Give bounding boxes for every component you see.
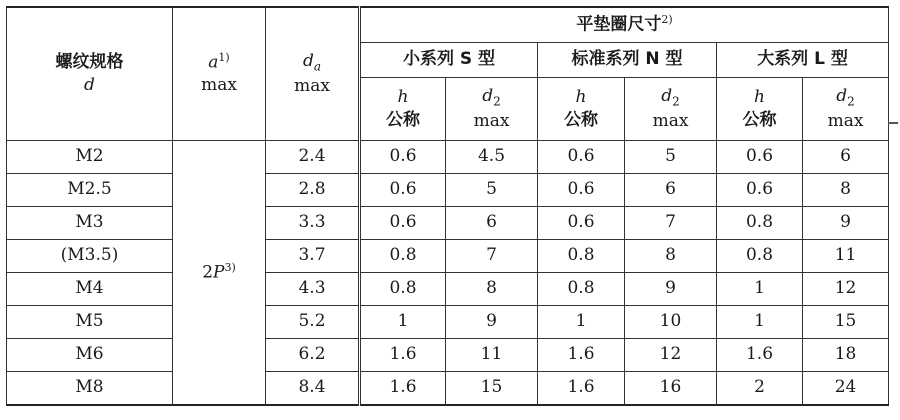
cell-l-h: 1 — [717, 306, 803, 339]
cell-n-h: 0.8 — [538, 240, 625, 273]
d2-max-label: max — [473, 110, 510, 131]
da-sub: a — [313, 59, 322, 74]
cell-da: 2.8 — [266, 174, 360, 207]
cell-da: 3.3 — [266, 207, 360, 240]
series-large-label: 大系列 L 型 — [757, 49, 848, 70]
a-p: P — [213, 262, 225, 283]
header-a — [173, 7, 266, 141]
da-max-label: max — [294, 75, 330, 96]
cell-n-d2: 16 — [625, 372, 717, 406]
thread-spec-label: 螺纹规格 — [55, 51, 124, 72]
cell-n-h: 1.6 — [538, 339, 625, 372]
cell-s-d2: 4.5 — [446, 141, 538, 174]
a-label: a — [208, 52, 219, 73]
d2-label: d — [661, 85, 673, 106]
cell-n-h: 1 — [538, 306, 625, 339]
da-label: d — [302, 50, 314, 71]
cell-da: 8.4 — [266, 372, 360, 406]
cell-l-h: 0.6 — [717, 174, 803, 207]
cell-s-h: 0.8 — [360, 240, 446, 273]
cell-s-d2: 7 — [446, 240, 538, 273]
series-small-label: 小系列 S 型 — [402, 49, 496, 70]
cell-thread-d: (M3.5) — [7, 240, 173, 273]
cell-n-h: 0.6 — [538, 141, 625, 174]
cell-n-d2: 10 — [625, 306, 717, 339]
table-row — [7, 372, 889, 406]
cell-s-h: 1 — [360, 306, 446, 339]
a-value-note: 3) — [224, 260, 236, 274]
header-washer-size — [360, 7, 889, 43]
cell-da: 4.3 — [266, 273, 360, 306]
h-sub-label: 公称 — [386, 109, 420, 130]
cell-s-d2: 8 — [446, 273, 538, 306]
header-h-normal — [538, 78, 625, 141]
a-note: 1) — [218, 51, 230, 65]
a-coef: 2 — [202, 262, 214, 283]
cell-l-d2: 24 — [803, 372, 889, 406]
header-series-small — [360, 43, 538, 78]
header-thread-spec — [7, 7, 173, 141]
table-row — [7, 273, 889, 306]
cell-l-d2: 15 — [803, 306, 889, 339]
h-label: h — [575, 86, 587, 107]
header-da — [266, 7, 360, 141]
cell-s-h: 1.6 — [360, 339, 446, 372]
washer-title: 平垫圈尺寸 — [576, 15, 662, 36]
table-row — [7, 306, 889, 339]
cell-da: 2.4 — [266, 141, 360, 174]
header-d2-small — [446, 78, 538, 141]
d2-max-label: max — [827, 110, 864, 131]
cell-l-h: 2 — [717, 372, 803, 406]
cell-thread-d: M2.5 — [7, 174, 173, 207]
table-row — [7, 141, 889, 174]
cell-thread-d: M6 — [7, 339, 173, 372]
cell-n-h: 0.6 — [538, 207, 625, 240]
cell-thread-d: M3 — [7, 207, 173, 240]
d2-sub: 2 — [672, 94, 680, 109]
cell-l-h: 0.8 — [717, 207, 803, 240]
cell-s-h: 0.8 — [360, 273, 446, 306]
cell-a-value — [173, 141, 266, 406]
table-row — [7, 207, 889, 240]
cell-n-d2: 5 — [625, 141, 717, 174]
cell-n-d2: 12 — [625, 339, 717, 372]
header-h-small — [360, 78, 446, 141]
h-label: h — [397, 86, 409, 107]
d2-label: d — [836, 85, 848, 106]
cell-thread-d: M5 — [7, 306, 173, 339]
cell-s-d2: 11 — [446, 339, 538, 372]
header-h-large — [717, 78, 803, 141]
cell-n-h: 0.6 — [538, 174, 625, 207]
cell-l-d2: 18 — [803, 339, 889, 372]
header-series-large — [717, 43, 889, 78]
table-row — [7, 339, 889, 372]
h-sub-label: 公称 — [564, 109, 598, 130]
cell-n-h: 0.8 — [538, 273, 625, 306]
d2-sub: 2 — [493, 94, 501, 109]
cell-l-d2: 8 — [803, 174, 889, 207]
series-normal-label: 标准系列 N 型 — [571, 49, 683, 70]
h-label: h — [754, 86, 765, 107]
dimension-table-frame — [6, 6, 888, 406]
cell-s-h: 0.6 — [360, 141, 446, 174]
cell-da: 5.2 — [266, 306, 360, 339]
cell-s-d2: 5 — [446, 174, 538, 207]
cell-n-d2: 9 — [625, 273, 717, 306]
edge-mark — [888, 122, 898, 124]
d2-sub: 2 — [847, 94, 855, 109]
cell-l-d2: 12 — [803, 273, 889, 306]
d2-label: d — [482, 85, 494, 106]
cell-l-d2: 6 — [803, 141, 889, 174]
cell-s-d2: 6 — [446, 207, 538, 240]
washer-note: 2) — [661, 13, 673, 27]
cell-l-h: 1 — [717, 273, 803, 306]
table-row — [7, 240, 889, 273]
table-row — [7, 174, 889, 207]
cell-l-d2: 9 — [803, 207, 889, 240]
h-sub-label: 公称 — [742, 109, 777, 130]
washer-dimension-table — [6, 6, 889, 406]
cell-thread-d: M8 — [7, 372, 173, 406]
cell-l-d2: 11 — [803, 240, 889, 273]
cell-l-h: 0.8 — [717, 240, 803, 273]
cell-s-h: 0.6 — [360, 207, 446, 240]
cell-s-d2: 15 — [446, 372, 538, 406]
cell-l-h: 1.6 — [717, 339, 803, 372]
cell-da: 6.2 — [266, 339, 360, 372]
cell-l-h: 0.6 — [717, 141, 803, 174]
thread-d-label: d — [84, 74, 95, 95]
cell-s-h: 1.6 — [360, 372, 446, 406]
cell-da: 3.7 — [266, 240, 360, 273]
cell-n-h: 1.6 — [538, 372, 625, 406]
cell-s-d2: 9 — [446, 306, 538, 339]
d2-max-label: max — [652, 110, 689, 131]
cell-n-d2: 7 — [625, 207, 717, 240]
cell-n-d2: 8 — [625, 240, 717, 273]
header-d2-large — [803, 78, 889, 141]
cell-n-d2: 6 — [625, 174, 717, 207]
header-d2-normal — [625, 78, 717, 141]
cell-thread-d: M4 — [7, 273, 173, 306]
cell-s-h: 0.6 — [360, 174, 446, 207]
cell-thread-d: M2 — [7, 141, 173, 174]
header-series-normal — [538, 43, 717, 78]
a-max-label: max — [201, 75, 237, 96]
